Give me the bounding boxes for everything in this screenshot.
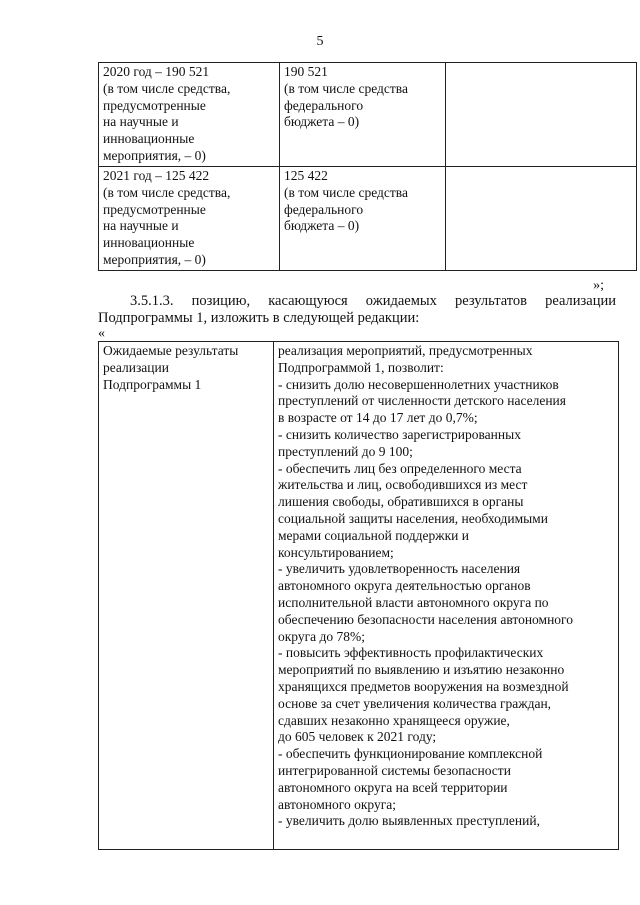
table-cell bbox=[99, 63, 280, 167]
label-line: Ожидаемые результаты bbox=[103, 343, 239, 358]
cell-line: 190 521 bbox=[284, 64, 328, 79]
content-line: - снизить долю несовершеннолетних участников bbox=[278, 376, 559, 392]
content-line: хранящихся предметов вооружения на возмездной bbox=[278, 678, 569, 694]
page-number: 5 bbox=[316, 34, 324, 49]
table-row bbox=[99, 342, 619, 850]
amendment-paragraph: 3.5.1.3. позицию, касающуюся ожидаемых результатов реализации Подпрограммы 1, изложить в следующей редакции: bbox=[98, 293, 616, 326]
content-line: мерами социальной поддержки и bbox=[278, 527, 469, 543]
cell-line: федерального bbox=[284, 201, 364, 217]
cell-line: бюджета – 0) bbox=[284, 114, 360, 130]
cell-line: на научные и bbox=[103, 114, 179, 130]
cell-line: предусмотренные bbox=[103, 201, 206, 217]
content-line: основе за счет увеличения количества граждан, bbox=[278, 695, 552, 711]
content-line: преступлений от численности детского населения bbox=[278, 393, 566, 409]
content-line: автономного округа деятельностью органов bbox=[278, 578, 531, 594]
cell-line: на научные и bbox=[103, 218, 179, 234]
content-line: - снизить количество зарегистрированных bbox=[278, 426, 521, 442]
content-line: автономного округа; bbox=[278, 796, 396, 812]
content-line: интегрированной системы безопасности bbox=[278, 762, 511, 778]
cell-line: 2021 год – 125 422 bbox=[103, 168, 210, 183]
cell-line: бюджета – 0) bbox=[284, 218, 360, 234]
content-line: жительства и лиц, освободившихся из мест bbox=[278, 477, 528, 493]
cell-line: (в том числе средства, bbox=[103, 80, 231, 96]
content-line: до 605 человек к 2021 году; bbox=[278, 729, 437, 745]
closing-quote: »; bbox=[593, 278, 604, 293]
content-line: консультированием; bbox=[278, 544, 394, 560]
content-line: - повысить эффективность профилактических bbox=[278, 645, 544, 661]
cell-line: (в том числе средства bbox=[284, 80, 408, 96]
content-line: Подпрограммой 1, позволит: bbox=[278, 359, 444, 375]
table-cell bbox=[280, 167, 446, 271]
content-line: реализация мероприятий, предусмотренных bbox=[278, 343, 533, 358]
expected-results-table bbox=[98, 341, 619, 850]
table-row bbox=[99, 167, 637, 271]
cell-line: (в том числе средства bbox=[284, 184, 408, 200]
cell-line: предусмотренные bbox=[103, 97, 206, 113]
cell-line: мероприятия, – 0) bbox=[103, 251, 206, 267]
table-cell bbox=[280, 63, 446, 167]
content-line: исполнительной власти автономного округа по bbox=[278, 594, 549, 610]
cell-line: 2020 год – 190 521 bbox=[103, 64, 210, 79]
content-line: автономного округа на всей территории bbox=[278, 779, 508, 795]
content-line: округа до 78%; bbox=[278, 628, 366, 644]
cell-line: федерального bbox=[284, 97, 364, 113]
cell-line: инновационные bbox=[103, 235, 195, 251]
content-line: - обеспечить лиц без определенного места bbox=[278, 460, 522, 476]
cell-line: 125 422 bbox=[284, 168, 328, 183]
funding-table bbox=[98, 62, 637, 271]
table-cell bbox=[446, 167, 637, 271]
content-line: - увеличить удовлетворенность населения bbox=[278, 561, 521, 577]
content-line: обеспечению безопасности населения автономного bbox=[278, 611, 574, 627]
content-line: преступлений до 9 100; bbox=[278, 443, 413, 459]
content-line: в возрасте от 14 до 17 лет до 0,7%; bbox=[278, 410, 478, 426]
cell-line: инновационные bbox=[103, 131, 195, 147]
content-line: - увеличить долю выявленных преступлений, bbox=[278, 813, 540, 829]
opening-quote: « bbox=[98, 326, 105, 341]
label-cell bbox=[99, 342, 274, 850]
cell-line: (в том числе средства, bbox=[103, 184, 231, 200]
content-line: - обеспечить функционирование комплексной bbox=[278, 746, 543, 762]
cell-line: мероприятия, – 0) bbox=[103, 147, 206, 163]
label-line: Подпрограммы 1 bbox=[103, 376, 202, 392]
content-line: сдавших незаконно хранящееся оружие, bbox=[278, 712, 510, 728]
content-line: мероприятий по выявлению и изъятию незаконно bbox=[278, 662, 565, 678]
table-cell bbox=[446, 63, 637, 167]
content-line: социальной защиты населения, необходимыми bbox=[278, 510, 548, 526]
table-row bbox=[99, 63, 637, 167]
content-cell bbox=[274, 342, 619, 850]
content-line: лишения свободы, обратившихся в органы bbox=[278, 494, 524, 510]
label-line: реализации bbox=[103, 359, 169, 375]
table-cell bbox=[99, 167, 280, 271]
